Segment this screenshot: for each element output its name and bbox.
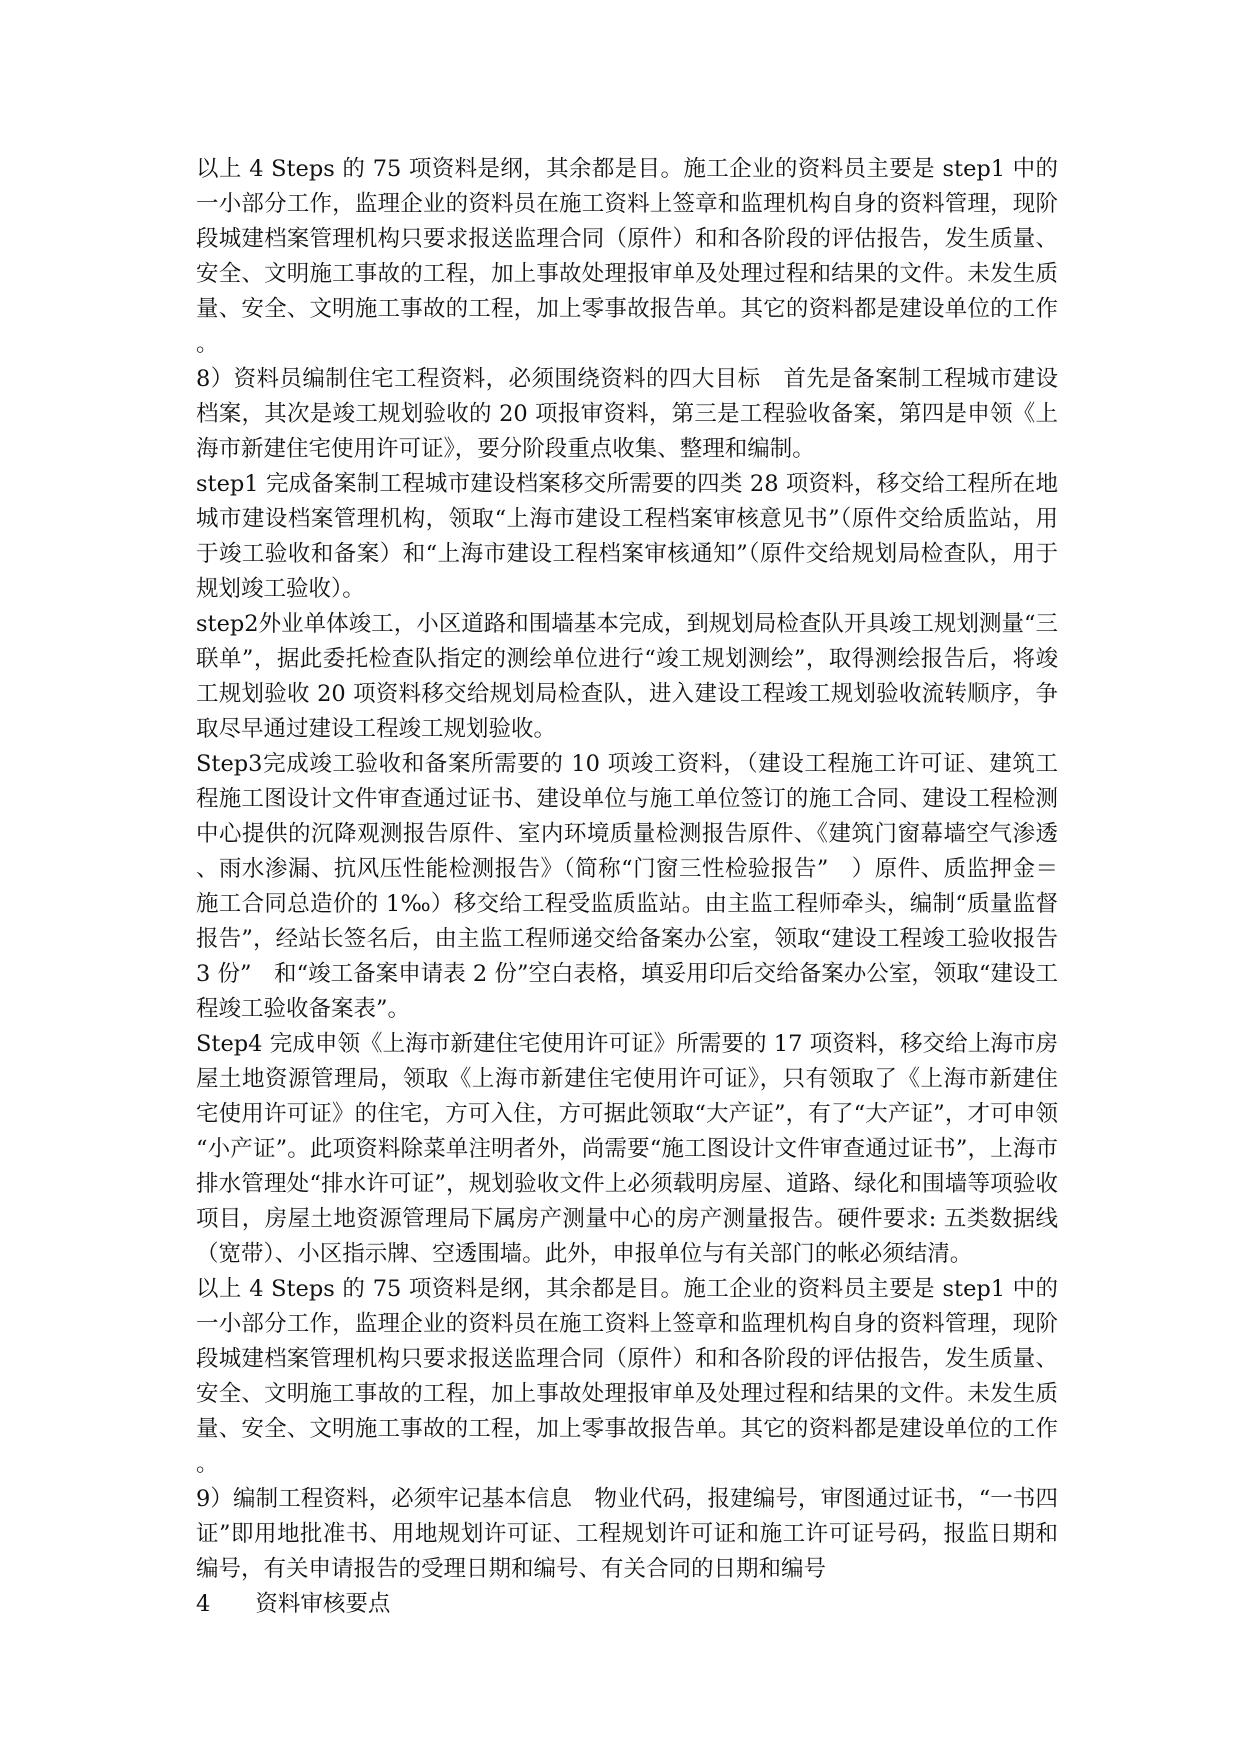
paragraph-step3: Step3完成竣工验收和备案所需要的 10 项竣工资料，（建设工程施工许可证、建筑工程施工图设计文件审查通过证书、建设单位与施工单位签订的施工合同、建设工程检测中心提供的沉降观测报告原件、室内环境质量检测报告原件、《建筑门窗幕墙空气渗透、雨水渗漏、抗风压性能检测报告》（简称“门窗三性检验报告” ）原件、质监押金＝施工合同总造价的 1‰）移交给工程受监质监站。由主监工程师牵头，编制“质量监督报告”，经站长签名后，由主监工程师递交给备案办公室，领取“建设工程竣工验收报告 3 份” 和“竣工备案申请表 2 份”空白表格，填妥用印后交给备案办公室，领取“建设工程竣工验收备案表”。 <box>196 751 1058 1022</box>
paragraph-summary-1: 以上 4 Steps 的 75 项资料是纲，其余都是目。施工企业的资料员主要是 step1 中的一小部分工作，监理企业的资料员在施工资料上签章和监理机构自身的资料管理，现阶段城建档案管理机构只要求报送监理合同（原件）和和各阶段的评估报告，发生质量、安全、文明施工事故的工程，加上事故处理报审单及处理过程和结果的文件。未发生质量、安全、文明施工事故的工程，加上零事故报告单。其它的资料都是建设单位的工作。 <box>196 156 1058 357</box>
paragraph-step2: step2外业单体竣工，小区道路和围墙基本完成，到规划局检查队开具竣工规划测量“三联单”，据此委托检查队指定的测绘单位进行“竣工规划测绘”，取得测绘报告后，将竣工规划验收 20 项资料移交给规划局检查队，进入建设工程竣工规划验收流转顺序，争取尽早通过建设工程竣工规划验收。 <box>196 611 1058 742</box>
paragraph-summary-2: 以上 4 Steps 的 75 项资料是纲，其余都是目。施工企业的资料员主要是 step1 中的一小部分工作，监理企业的资料员在施工资料上签章和监理机构自身的资料管理，现阶段城建档案管理机构只要求报送监理合同（原件）和和各阶段的评估报告，发生质量、安全、文明施工事故的工程，加上事故处理报审单及处理过程和结果的文件。未发生质量、安全、文明施工事故的工程，加上零事故报告单。其它的资料都是建设单位的工作。 <box>196 1276 1058 1477</box>
paragraph-step1: step1 完成备案制工程城市建设档案移交所需要的四类 28 项资料，移交给工程所在地城市建设档案管理机构，领取“上海市建设工程档案审核意见书”（原件交给质监站，用于竣工验收和备案）和“上海市建设工程档案审核通知”（原件交给规划局检查队，用于规划竣工验收）。 <box>196 471 1058 602</box>
paragraph-step4: Step4 完成申领《上海市新建住宅使用许可证》所需要的 17 项资料，移交给上海市房屋土地资源管理局，领取《上海市新建住宅使用许可证》，只有领取了《上海市新建住宅使用许可证》的住宅，方可入住，方可据此领取“大产证”，有了“大产证”，才可申领“小产证”。此项资料除菜单注明者外，尚需要“施工图设计文件审查通过证书”，上海市排水管理处“排水许可证”，规划验收文件上必须载明房屋、道路、绿化和围墙等项验收项目，房屋土地资源管理局下属房产测量中心的房产测量报告。硬件要求: 五类数据线（宽带）、小区指示牌、空透围墙。此外，申报单位与有关部门的帐必须结清。 <box>196 1031 1058 1267</box>
document-body <box>196 152 1058 1622</box>
paragraph-item-8: 8）资料员编制住宅工程资料，必须围绕资料的四大目标 首先是备案制工程城市建设档案，其次是竣工规划验收的 20 项报审资料，第三是工程验收备案，第四是申领《上海市新建住宅使用许可证》，要分阶段重点收集、整理和编制。 <box>196 366 1058 462</box>
section-heading: 4 资料审核要点 <box>196 1591 391 1617</box>
paragraph-item-9: 9）编制工程资料，必须牢记基本信息 物业代码，报建编号，审图通过证书，“一书四证”即用地批准书、用地规划许可证、工程规划许可证和施工许可证号码，报监日期和编号，有关申请报告的受理日期和编号、有关合同的日期和编号 <box>196 1486 1058 1582</box>
